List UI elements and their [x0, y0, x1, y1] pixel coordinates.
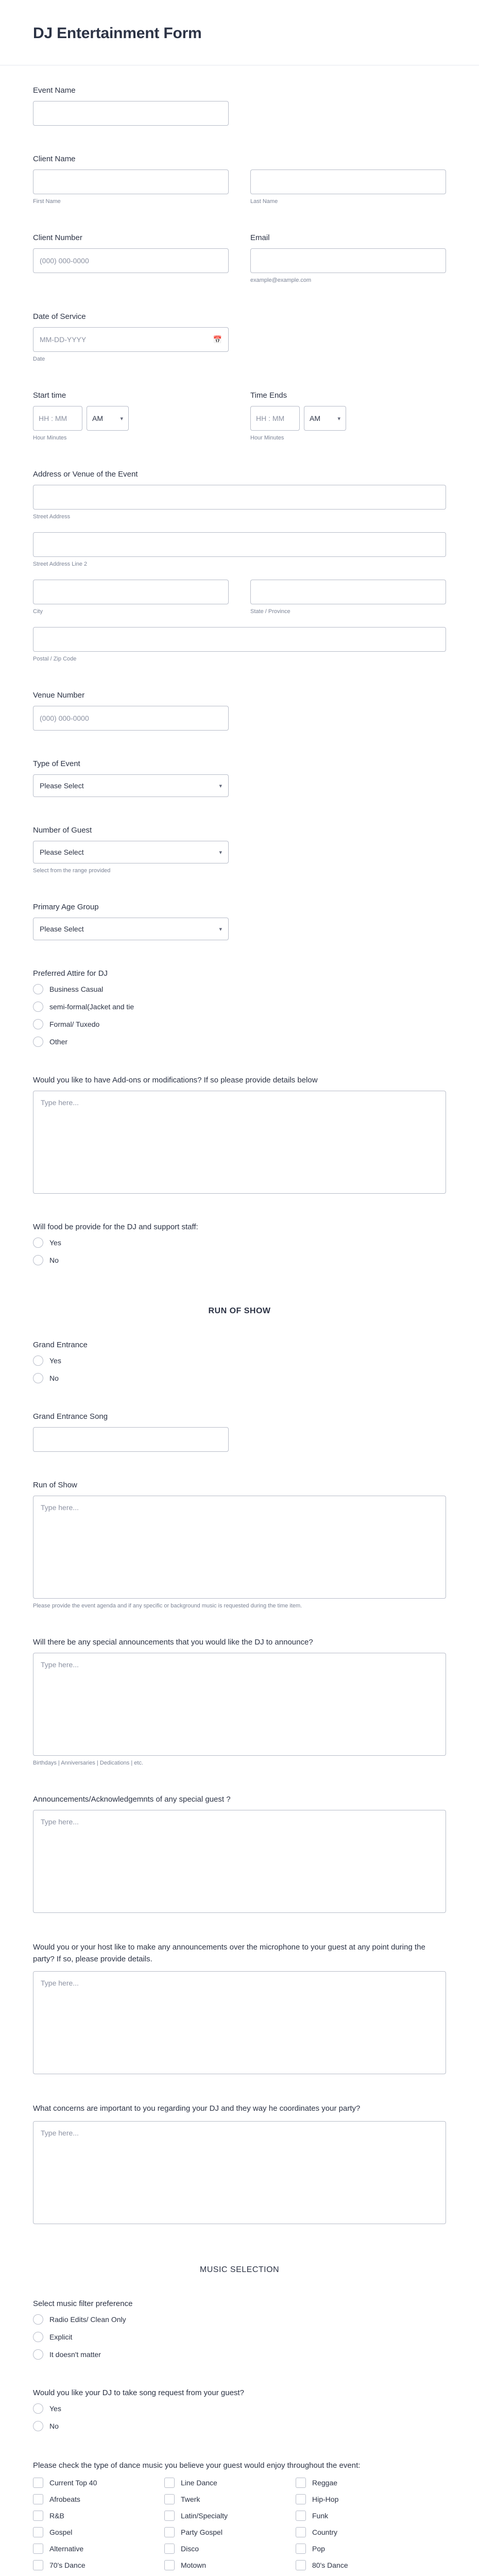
address-field — [33, 470, 446, 662]
song-request-field — [33, 2388, 446, 2431]
food-option-yes[interactable] — [33, 1238, 446, 1248]
option-label: Disco — [181, 2545, 199, 2553]
grand-entrance-no[interactable] — [33, 1373, 446, 1383]
announcements-label: Will there be any special announcements that you would like the DJ to announce? — [33, 1638, 313, 1647]
type-of-event-field — [33, 759, 446, 797]
option-label: Other — [49, 1038, 68, 1046]
start-time-input[interactable]: HH : MM — [33, 406, 82, 431]
time-ends-ampm-select[interactable] — [304, 406, 346, 431]
venue-number-label: Venue Number — [33, 691, 85, 700]
genre-option[interactable] — [296, 2511, 417, 2521]
time-ends-label: Time Ends — [250, 391, 287, 400]
run-of-show-sublabel: Please provide the event agenda and if any specific or background music is requested during the time item. — [33, 1603, 302, 1609]
genre-option[interactable] — [296, 2527, 417, 2537]
run-of-show-heading: RUN OF SHOW — [208, 1307, 271, 1315]
addons-textarea[interactable]: Type here... — [33, 1091, 446, 1194]
option-label: Twerk — [181, 2495, 200, 2503]
genre-option[interactable] — [33, 2527, 154, 2537]
option-label: Funk — [312, 2512, 329, 2520]
option-label: Alternative — [49, 2545, 84, 2553]
checkbox[interactable] — [33, 2527, 43, 2537]
run-of-show-label: Run of Show — [33, 1481, 77, 1489]
option-label: Radio Edits/ Clean Only — [49, 2315, 126, 2324]
form-header — [0, 0, 479, 65]
form-title: DJ Entertainment Form — [33, 25, 202, 42]
filter-option[interactable] — [33, 2332, 446, 2342]
grand-entrance-song-label: Grand Entrance Song — [33, 1412, 108, 1421]
run-of-show-field — [33, 1481, 446, 1609]
grand-entrance-label: Grand Entrance — [33, 1341, 88, 1349]
client-name-field — [33, 155, 446, 205]
attire-option[interactable] — [33, 1002, 446, 1012]
form-content — [0, 86, 479, 2576]
filter-option[interactable] — [33, 2314, 446, 2325]
calendar-icon[interactable]: 📅 — [213, 335, 222, 344]
food-label: Will food be provide for the DJ and support staff: — [33, 1223, 198, 1231]
event-name-label: Event Name — [33, 86, 76, 95]
time-row — [33, 391, 446, 441]
microphone-textarea[interactable]: Type here... — [33, 1971, 446, 2074]
checkbox[interactable] — [33, 2560, 43, 2570]
number-of-guest-label: Number of Guest — [33, 826, 92, 835]
time-ends-sublabel: Hour Minutes — [250, 435, 284, 441]
last-name-sublabel: Last Name — [250, 198, 278, 205]
option-label: Business Casual — [49, 985, 104, 993]
contact-row — [33, 233, 446, 283]
addons-label: Would you like to have Add-ons or modifications? If so please provide details below — [33, 1076, 318, 1084]
chevron-down-icon: ▾ — [120, 415, 123, 422]
time-ends-input[interactable]: HH : MM — [250, 406, 300, 431]
announcements-textarea[interactable]: Type here... — [33, 1653, 446, 1756]
start-time-sublabel: Hour Minutes — [33, 435, 67, 441]
checkbox[interactable] — [296, 2544, 306, 2554]
checkbox[interactable] — [33, 2478, 43, 2488]
food-option-no[interactable] — [33, 1255, 446, 1265]
state-sublabel: State / Province — [250, 608, 290, 615]
checkbox[interactable] — [33, 2494, 43, 2504]
radio-circle[interactable] — [33, 1355, 43, 1366]
primary-age-field — [33, 903, 446, 940]
checkbox[interactable] — [164, 2544, 175, 2554]
checkbox[interactable] — [296, 2494, 306, 2504]
address-label: Address or Venue of the Event — [33, 470, 138, 479]
option-label: semi-formal(Jacket and tie — [49, 1003, 134, 1011]
music-selection-heading: MUSIC SELECTION — [199, 2265, 280, 2274]
date-of-service-input[interactable] — [33, 327, 229, 352]
genre-option[interactable] — [164, 2494, 285, 2504]
number-of-guest-field — [33, 826, 446, 874]
attire-option[interactable] — [33, 1019, 446, 1029]
ack-guest-textarea[interactable]: Type here... — [33, 1810, 446, 1913]
number-of-guest-select[interactable] — [33, 841, 229, 863]
venue-number-input[interactable]: (000) 000-0000 — [33, 706, 229, 731]
food-field — [33, 1223, 446, 1265]
city-sublabel: City — [33, 608, 43, 615]
genres-label: Please check the type of dance music you believe your guest would enjoy throughout the event: — [33, 2461, 361, 2470]
genre-option[interactable] — [296, 2560, 417, 2570]
genres-grid — [33, 2478, 446, 2576]
state-input[interactable] — [250, 580, 446, 604]
radio-circle[interactable] — [33, 1255, 43, 1265]
radio-circle[interactable] — [33, 1019, 43, 1029]
song-request-label: Would you like your DJ to take song request from your guest? — [33, 2388, 244, 2397]
client-name-label: Client Name — [33, 155, 76, 163]
option-label: Party Gospel — [181, 2528, 223, 2536]
option-label: Formal/ Tuxedo — [49, 1020, 100, 1028]
attire-option[interactable] — [33, 984, 446, 994]
option-label: Motown — [181, 2561, 207, 2569]
option-label: No — [49, 1256, 59, 1264]
grand-entrance-song-input[interactable] — [33, 1427, 229, 1452]
radio-circle[interactable] — [33, 1373, 43, 1383]
genre-option[interactable] — [33, 2511, 154, 2521]
option-label: Current Top 40 — [49, 2479, 97, 2487]
grand-entrance-yes[interactable] — [33, 1355, 446, 1366]
option-label: Hip-Hop — [312, 2495, 339, 2503]
radio-circle[interactable] — [33, 1002, 43, 1012]
option-label: 70's Dance — [49, 2561, 85, 2569]
checkbox[interactable] — [33, 2544, 43, 2554]
number-of-guest-sublabel: Select from the range provided — [33, 868, 111, 874]
date-of-service-placeholder: MM-DD-YYYY — [40, 335, 87, 344]
radio-circle[interactable] — [33, 1037, 43, 1047]
option-label: Line Dance — [181, 2479, 217, 2487]
radio-circle[interactable] — [33, 1238, 43, 1248]
option-label: Afrobeats — [49, 2495, 80, 2503]
option-label: R&B — [49, 2512, 64, 2520]
checkbox[interactable] — [296, 2527, 306, 2537]
option-label: Pop — [312, 2545, 325, 2553]
first-name-input[interactable] — [33, 170, 229, 194]
postal-code-input[interactable] — [33, 627, 446, 652]
song-request-no[interactable] — [33, 2421, 446, 2431]
attire-field — [33, 969, 446, 1047]
street-address-input[interactable] — [33, 485, 446, 510]
checkbox[interactable] — [296, 2560, 306, 2570]
chevron-down-icon: ▾ — [219, 849, 222, 856]
primary-age-label: Primary Age Group — [33, 903, 99, 911]
type-of-event-select[interactable] — [33, 774, 229, 797]
chevron-down-icon: ▾ — [337, 415, 340, 422]
announcements-field — [33, 1638, 446, 1766]
option-label: Explicit — [49, 2332, 73, 2341]
email-sublabel: example@example.com — [250, 277, 312, 283]
option-label: 80's Dance — [312, 2561, 348, 2569]
start-time-ampm-value: AM — [92, 414, 103, 422]
option-label: Country — [312, 2528, 338, 2536]
attire-label: Preferred Attire for DJ — [33, 969, 108, 978]
start-time-ampm-select[interactable] — [87, 406, 129, 431]
option-label: Gospel — [49, 2528, 73, 2536]
option-label: No — [49, 1374, 59, 1382]
option-label: It doesn't matter — [49, 2350, 101, 2359]
filter-field — [33, 2299, 446, 2360]
checkbox[interactable] — [296, 2511, 306, 2521]
date-of-service-label: Date of Service — [33, 312, 86, 321]
genre-option[interactable] — [296, 2494, 417, 2504]
genre-option[interactable] — [296, 2478, 417, 2488]
genre-option[interactable] — [164, 2560, 285, 2570]
addons-field — [33, 1076, 446, 1194]
street-address-2-sublabel: Street Address Line 2 — [33, 561, 88, 567]
genre-option[interactable] — [164, 2527, 285, 2537]
start-time-label: Start time — [33, 391, 66, 400]
radio-circle[interactable] — [33, 2349, 43, 2360]
first-name-sublabel: First Name — [33, 198, 61, 205]
checkbox[interactable] — [296, 2478, 306, 2488]
checkbox[interactable] — [164, 2511, 175, 2521]
type-of-event-label: Type of Event — [33, 759, 80, 768]
filter-label: Select music filter preference — [33, 2299, 133, 2308]
radio-circle[interactable] — [33, 984, 43, 994]
concerns-label: What concerns are important to you regarding your DJ and they way he coordinates your party? — [33, 2104, 361, 2113]
postal-code-sublabel: Postal / Zip Code — [33, 656, 77, 662]
run-of-show-textarea[interactable]: Type here... — [33, 1496, 446, 1599]
checkbox[interactable] — [164, 2527, 175, 2537]
client-number-label: Client Number — [33, 233, 82, 242]
genres-field — [33, 2460, 446, 2576]
option-label: Yes — [49, 1239, 61, 1247]
primary-age-value: Please Select — [40, 925, 84, 933]
chevron-down-icon: ▾ — [219, 783, 222, 789]
microphone-field — [33, 1942, 446, 2074]
option-label: Yes — [49, 2404, 61, 2413]
ack-guest-label: Announcements/Acknowledgemnts of any special guest ? — [33, 1795, 231, 1804]
checkbox[interactable] — [164, 2494, 175, 2504]
chevron-down-icon: ▾ — [219, 926, 222, 933]
time-ends-ampm-value: AM — [310, 414, 320, 422]
checkbox[interactable] — [33, 2511, 43, 2521]
radio-circle[interactable] — [33, 2421, 43, 2431]
option-label: Latin/Specialty — [181, 2512, 228, 2520]
concerns-field — [33, 2103, 446, 2224]
primary-age-select[interactable] — [33, 918, 229, 940]
genre-option[interactable] — [164, 2544, 285, 2554]
option-label: Yes — [49, 1357, 61, 1365]
event-name-field — [33, 86, 446, 126]
attire-option[interactable] — [33, 1037, 446, 1047]
option-label: No — [49, 2421, 59, 2430]
microphone-label: Would you or your host like to make any announcements over the microphone to your guest at any point during the party? If so, please provide details. — [33, 1943, 425, 1963]
concerns-textarea[interactable]: Type here... — [33, 2121, 446, 2224]
grand-entrance-song-field — [33, 1412, 446, 1452]
email-input[interactable] — [250, 248, 446, 273]
genre-option[interactable] — [33, 2560, 154, 2570]
announcements-sublabel: Birthdays | Anniversaries | Dedications | etc. — [33, 1760, 144, 1766]
grand-entrance-field — [33, 1341, 446, 1383]
client-number-input[interactable]: (000) 000-0000 — [33, 248, 229, 273]
street-address-2-input[interactable] — [33, 532, 446, 557]
genre-option[interactable] — [164, 2511, 285, 2521]
email-label: Email — [250, 233, 270, 242]
type-of-event-value: Please Select — [40, 782, 84, 790]
date-of-service-field — [33, 312, 446, 362]
radio-circle[interactable] — [33, 2314, 43, 2325]
genre-option[interactable] — [296, 2544, 417, 2554]
checkbox[interactable] — [164, 2478, 175, 2488]
number-of-guest-value: Please Select — [40, 848, 84, 856]
city-input[interactable] — [33, 580, 229, 604]
last-name-input[interactable] — [250, 170, 446, 194]
ack-guest-field — [33, 1795, 446, 1913]
genre-option[interactable] — [164, 2478, 285, 2488]
genre-option[interactable] — [33, 2544, 154, 2554]
genre-option[interactable] — [33, 2478, 154, 2488]
venue-number-field — [33, 691, 446, 731]
date-of-service-sublabel: Date — [33, 356, 45, 362]
radio-circle[interactable] — [33, 2332, 43, 2342]
event-name-input[interactable] — [33, 101, 229, 126]
filter-option[interactable] — [33, 2349, 446, 2360]
checkbox[interactable] — [164, 2560, 175, 2570]
radio-circle[interactable] — [33, 2403, 43, 2414]
song-request-yes[interactable] — [33, 2403, 446, 2414]
genre-option[interactable] — [33, 2494, 154, 2504]
option-label: Reggae — [312, 2479, 338, 2487]
street-address-sublabel: Street Address — [33, 514, 71, 520]
